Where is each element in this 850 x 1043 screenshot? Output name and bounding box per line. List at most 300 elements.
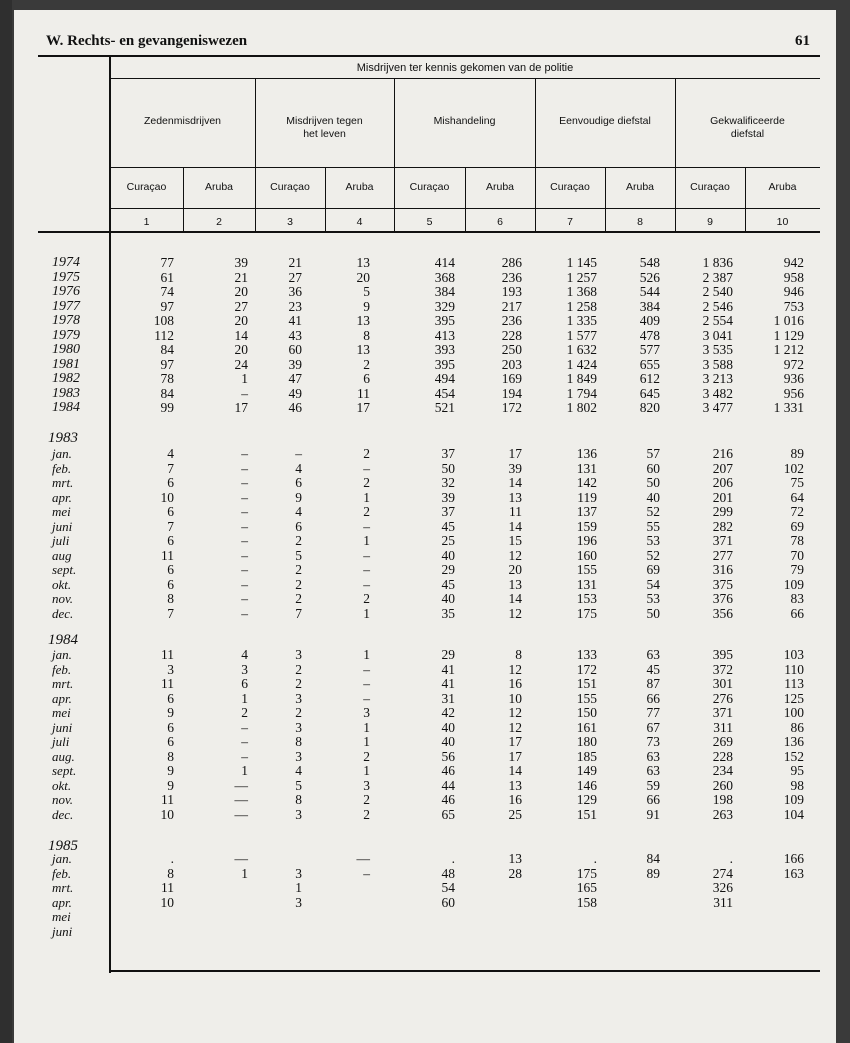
data-cell: 52 [646, 504, 660, 519]
data-cell: 25 [441, 533, 455, 548]
data-cell: 1 [363, 647, 370, 662]
data-cell: 7 [167, 605, 174, 621]
column-number: 1 [143, 216, 150, 228]
data-cell: 98 [790, 777, 804, 793]
row-label: mrt. [52, 676, 74, 691]
data-cell: 29 [441, 647, 455, 662]
data-cell: 375 [712, 576, 733, 592]
data-cell: 1 [363, 734, 370, 749]
data-cell: 97 [160, 356, 174, 372]
data-cell: 9 [363, 298, 370, 314]
data-cell: 37 [441, 446, 455, 461]
data-cell: – [363, 865, 370, 881]
data-cell: 371 [712, 705, 733, 720]
data-cell: 395 [434, 313, 455, 328]
row-label: dec. [52, 605, 74, 621]
data-cell: 161 [576, 719, 597, 735]
data-cell: 250 [501, 342, 522, 357]
data-cell: 393 [434, 342, 455, 357]
data-cell: 110 [784, 661, 804, 677]
data-cell: 84 [160, 342, 174, 357]
row-label: 1978 [52, 313, 80, 328]
data-cell: 12 [508, 719, 522, 735]
data-cell: 136 [576, 446, 597, 461]
group-header: Mishandeling [433, 115, 496, 127]
data-cell: 1 849 [566, 371, 597, 386]
data-cell: 2 [295, 591, 302, 606]
data-cell: 14 [508, 763, 522, 778]
data-cell: 155 [576, 690, 597, 706]
data-cell: 12 [508, 547, 522, 563]
super-header-rule [110, 78, 820, 79]
data-cell: . [593, 851, 597, 866]
data-cell: 936 [783, 371, 804, 386]
data-cell: 1 368 [566, 284, 597, 299]
data-cell: 206 [712, 475, 733, 490]
data-cell: 40 [441, 547, 455, 563]
data-cell: 201 [712, 489, 733, 505]
data-cell: 54 [441, 880, 455, 895]
data-cell: 50 [646, 475, 660, 490]
data-cell: 3 535 [702, 342, 733, 357]
column-number: 5 [426, 216, 433, 228]
data-cell: 39 [288, 356, 302, 372]
data-cell: 277 [712, 547, 733, 563]
data-cell: 11 [161, 547, 174, 563]
data-cell: 645 [639, 385, 660, 401]
data-cell: 27 [288, 269, 302, 285]
data-cell: 8 [295, 734, 302, 749]
data-cell: 172 [501, 400, 522, 415]
data-cell: 8 [515, 647, 522, 662]
data-cell: 2 [363, 446, 370, 461]
data-cell: 2 540 [702, 284, 733, 299]
data-cell: 13 [508, 851, 522, 866]
data-cell: — [234, 806, 248, 822]
data-cell: 14 [234, 327, 248, 343]
data-cell: 52 [646, 547, 660, 563]
data-cell: 32 [441, 475, 455, 490]
data-cell: 151 [576, 806, 597, 822]
data-cell: 207 [712, 460, 733, 476]
data-cell: 45 [441, 576, 455, 592]
data-cell: 311 [713, 719, 733, 735]
data-cell: 956 [783, 385, 804, 401]
data-cell: 50 [441, 460, 455, 476]
data-cell: 282 [712, 518, 733, 534]
data-cell: 77 [646, 705, 660, 720]
data-cell: 185 [576, 748, 597, 764]
data-cell: 44 [441, 777, 455, 793]
data-cell: 2 554 [702, 313, 733, 328]
group-header: Eenvoudige diefstal [559, 115, 651, 127]
data-cell: 6 [167, 475, 174, 490]
data-cell: 40 [441, 591, 455, 606]
data-cell: 47 [288, 371, 302, 386]
data-cell: 1 258 [566, 298, 597, 314]
data-cell: 414 [434, 255, 455, 270]
data-cell: 153 [576, 591, 597, 606]
data-cell: 14 [508, 475, 522, 490]
data-cell: 21 [288, 255, 302, 270]
data-cell: 356 [712, 605, 733, 621]
data-cell: 972 [783, 356, 804, 372]
data-cell: 2 [295, 562, 302, 577]
row-label: jan. [52, 446, 72, 461]
data-cell: – [241, 547, 248, 563]
data-cell: 6 [167, 504, 174, 519]
data-cell: 129 [576, 792, 597, 807]
row-label: 1976 [52, 284, 80, 299]
data-cell: 301 [712, 676, 733, 691]
data-cell: 46 [441, 763, 455, 778]
data-cell: 548 [639, 255, 660, 270]
data-cell: 69 [790, 518, 804, 534]
data-cell: – [241, 446, 248, 461]
column-number: 4 [356, 216, 363, 228]
data-cell: — [234, 851, 248, 866]
data-cell: 1 [363, 763, 370, 778]
data-cell: . [729, 851, 733, 866]
data-cell: 45 [646, 661, 660, 677]
data-cell: 95 [790, 763, 804, 778]
data-cell: 146 [576, 777, 597, 793]
data-cell: 3 [295, 647, 302, 662]
data-cell: 8 [363, 327, 370, 343]
data-cell: 13 [508, 777, 522, 793]
data-cell: 166 [783, 851, 804, 866]
data-cell: 175 [576, 865, 597, 881]
data-cell: 13 [508, 576, 522, 592]
data-cell: 109 [783, 792, 804, 807]
data-cell: 45 [441, 518, 455, 534]
data-cell: 125 [783, 690, 804, 706]
data-cell: 3 [295, 690, 302, 706]
row-label: mei [52, 504, 71, 519]
data-cell: 10 [160, 806, 174, 822]
data-cell: 3 [295, 806, 302, 822]
data-cell: 1 424 [566, 356, 597, 372]
data-cell: 4 [295, 460, 302, 476]
data-cell: 16 [508, 676, 522, 691]
data-cell: 3 588 [702, 356, 733, 372]
data-cell: 454 [434, 385, 455, 401]
data-cell: – [241, 748, 248, 764]
data-cell: 1 [363, 605, 370, 621]
data-cell: 3 [295, 865, 302, 881]
data-cell: 89 [646, 865, 660, 881]
data-cell: 155 [576, 562, 597, 577]
data-cell: 1 794 [566, 385, 597, 401]
data-cell: 56 [441, 748, 455, 764]
data-cell: 1 257 [566, 269, 597, 285]
data-cell: 63 [646, 647, 660, 662]
data-cell: 100 [783, 705, 804, 720]
data-cell: 299 [712, 504, 733, 519]
data-cell: 40 [441, 719, 455, 735]
data-cell: – [363, 576, 370, 592]
data-cell: 20 [508, 562, 522, 577]
data-cell: 66 [790, 605, 804, 621]
data-cell: 10 [160, 894, 174, 910]
column-subheader: Curaçao [550, 181, 590, 193]
data-cell: 260 [712, 777, 733, 793]
data-cell: 216 [712, 446, 733, 461]
row-label: 1983 [52, 385, 80, 401]
data-cell: 149 [576, 763, 597, 778]
data-cell: 133 [576, 647, 597, 662]
data-cell: 28 [508, 865, 522, 881]
data-cell: 11 [161, 676, 174, 691]
data-cell: 14 [508, 518, 522, 534]
data-cell: 11 [161, 880, 174, 895]
data-cell: 5 [295, 547, 302, 563]
data-cell: 958 [783, 269, 804, 285]
row-label: apr. [52, 489, 72, 505]
data-cell: 31 [441, 690, 455, 706]
data-cell: 103 [783, 647, 804, 662]
column-subheader: Curaçao [690, 181, 730, 193]
data-cell: – [241, 518, 248, 534]
group-divider [675, 78, 676, 233]
row-label: apr. [52, 690, 72, 706]
data-cell: 2 [363, 356, 370, 372]
row-label: okt. [52, 777, 72, 793]
data-cell: 6 [295, 518, 302, 534]
data-cell: 12 [508, 705, 522, 720]
data-cell: 49 [288, 385, 302, 401]
data-cell: 577 [639, 342, 660, 357]
data-cell: 753 [783, 298, 804, 314]
row-label: juni [52, 923, 73, 939]
row-label: mei [52, 705, 71, 720]
data-cell: 413 [434, 327, 455, 343]
data-cell: 69 [646, 562, 660, 577]
data-cell: 3 [241, 661, 248, 677]
row-label: juni [52, 518, 73, 534]
data-cell: 198 [712, 792, 733, 807]
data-cell: 655 [639, 356, 660, 372]
data-cell: 79 [790, 562, 804, 577]
data-cell: 3 [295, 719, 302, 735]
data-cell: 75 [790, 475, 804, 490]
data-cell: 3 213 [702, 371, 733, 386]
column-number: 9 [707, 216, 713, 228]
data-cell: 11 [357, 385, 370, 401]
data-cell: 368 [434, 269, 455, 285]
data-cell: 13 [508, 489, 522, 505]
data-cell: 169 [501, 371, 522, 386]
data-cell: 17 [508, 748, 522, 764]
row-label: 1974 [52, 255, 80, 270]
data-cell: 263 [712, 806, 733, 822]
data-cell: 42 [441, 705, 455, 720]
data-cell: 180 [576, 734, 597, 749]
data-cell: 384 [434, 284, 455, 299]
data-cell: 78 [790, 533, 804, 548]
data-cell: 10 [160, 489, 174, 505]
data-cell: 1 145 [566, 255, 597, 270]
data-cell: 3 477 [702, 400, 733, 415]
data-cell: 7 [167, 460, 174, 476]
data-cell: 1 836 [702, 255, 733, 270]
data-cell: 311 [713, 894, 733, 910]
data-cell: 6 [241, 676, 248, 691]
data-cell: 150 [576, 705, 597, 720]
data-cell: – [241, 734, 248, 749]
data-cell: 86 [790, 719, 804, 735]
data-cell: 91 [646, 806, 660, 822]
data-cell: 12 [508, 605, 522, 621]
data-cell: 5 [363, 284, 370, 299]
data-cell: 13 [356, 342, 370, 357]
data-cell: – [241, 562, 248, 577]
row-label: aug. [52, 748, 75, 764]
row-label: 1975 [52, 269, 80, 285]
data-cell: 97 [160, 298, 174, 314]
column-number: 10 [776, 216, 789, 228]
data-cell: 12 [508, 661, 522, 677]
column-subheader: Aruba [345, 181, 374, 193]
data-cell: – [363, 562, 370, 577]
data-cell: 395 [712, 647, 733, 662]
section-title: W. Rechts- en gevangeniswezen [46, 33, 248, 49]
row-label: mrt. [52, 475, 74, 490]
data-cell: 15 [508, 533, 522, 548]
data-cell: 142 [576, 475, 597, 490]
data-cell: 64 [790, 489, 804, 505]
data-cell: 11 [161, 647, 174, 662]
year-label: 1985 [48, 838, 78, 854]
column-subheader: Curaçao [409, 181, 450, 193]
data-cell: 2 [241, 705, 248, 720]
data-cell: 46 [441, 792, 455, 807]
data-cell: 6 [363, 371, 370, 386]
data-cell: 67 [646, 719, 660, 735]
data-cell: 66 [646, 792, 660, 807]
data-cell: 2 [295, 661, 302, 677]
row-label: aug [52, 547, 72, 563]
data-cell: 23 [288, 298, 302, 314]
data-cell: 53 [646, 533, 660, 548]
data-cell: 8 [295, 792, 302, 807]
data-cell: 8 [167, 865, 174, 881]
data-cell: 20 [356, 269, 370, 285]
data-cell: 820 [639, 400, 660, 415]
data-cell: – [241, 591, 248, 606]
data-cell: 2 [363, 806, 370, 822]
data-cell: 2 [363, 792, 370, 807]
data-cell: 521 [434, 400, 455, 415]
row-label: nov. [52, 792, 74, 807]
data-cell: 53 [646, 591, 660, 606]
column-number: 3 [287, 216, 293, 228]
data-cell: 175 [576, 605, 597, 621]
row-label: feb. [52, 460, 72, 476]
row-label: okt. [52, 576, 72, 592]
year-label: 1984 [48, 632, 78, 648]
data-cell: 17 [508, 446, 522, 461]
data-cell: – [363, 460, 370, 476]
data-cell: 41 [288, 313, 302, 328]
data-cell: 286 [501, 255, 522, 270]
column-number: 6 [497, 216, 503, 228]
data-cell: 228 [501, 327, 522, 343]
data-cell: 376 [712, 591, 733, 606]
data-cell: 217 [501, 298, 522, 314]
data-cell: 27 [234, 298, 248, 314]
data-cell: – [241, 475, 248, 490]
data-cell: 2 [295, 533, 302, 548]
data-cell: 60 [441, 894, 455, 910]
data-cell: 66 [646, 690, 660, 706]
data-cell: 395 [434, 356, 455, 372]
data-cell: 13 [356, 313, 370, 328]
group-header: Gekwalificeerde diefstal [710, 115, 785, 140]
data-cell: 3 [363, 705, 370, 720]
data-cell: 946 [783, 284, 804, 299]
data-cell: 1 632 [566, 342, 597, 357]
data-cell: 1 [241, 690, 248, 706]
data-cell: 544 [639, 284, 660, 299]
data-cell: 6 [167, 562, 174, 577]
data-cell: 57 [646, 446, 660, 461]
row-label: nov. [52, 591, 74, 606]
data-cell: . [170, 851, 174, 866]
row-label: juli [52, 734, 70, 749]
data-cell: 102 [783, 460, 804, 476]
data-cell: – [295, 446, 302, 461]
data-cell: 1 331 [773, 400, 804, 415]
data-cell: 234 [712, 763, 733, 778]
data-cell: 8 [167, 591, 174, 606]
data-cell: 1 [241, 763, 248, 778]
data-cell: 37 [441, 504, 455, 519]
column-subheader: Aruba [768, 181, 797, 193]
data-cell: 4 [295, 504, 302, 519]
data-cell: 2 546 [702, 298, 733, 314]
data-cell: 40 [646, 489, 660, 505]
data-cell: 48 [441, 865, 455, 881]
column-number: 2 [216, 216, 222, 228]
data-cell: 17 [234, 400, 248, 415]
data-cell: – [241, 719, 248, 735]
data-cell: 13 [356, 255, 370, 270]
row-label: jan. [52, 851, 72, 866]
top-rule [38, 55, 820, 57]
data-cell: 2 [295, 576, 302, 592]
data-cell: 63 [646, 748, 660, 764]
data-cell: 6 [167, 533, 174, 548]
year-label: 1983 [48, 430, 78, 446]
data-cell: 163 [783, 865, 804, 881]
data-cell: 60 [646, 460, 660, 476]
row-label: 1979 [52, 327, 80, 343]
data-cell: 1 016 [773, 313, 804, 328]
data-cell: 7 [167, 518, 174, 534]
group-divider [535, 78, 536, 233]
data-cell: 35 [441, 605, 455, 621]
data-cell: – [241, 489, 248, 505]
data-cell: 372 [712, 661, 733, 677]
data-cell: 2 387 [702, 269, 733, 285]
data-cell: 269 [712, 734, 733, 749]
data-cell: 43 [288, 327, 302, 343]
data-cell: 371 [712, 533, 733, 548]
data-cell: 276 [712, 690, 733, 706]
data-cell: 1 335 [566, 313, 597, 328]
group-header: Zedenmisdrijven [143, 115, 222, 127]
